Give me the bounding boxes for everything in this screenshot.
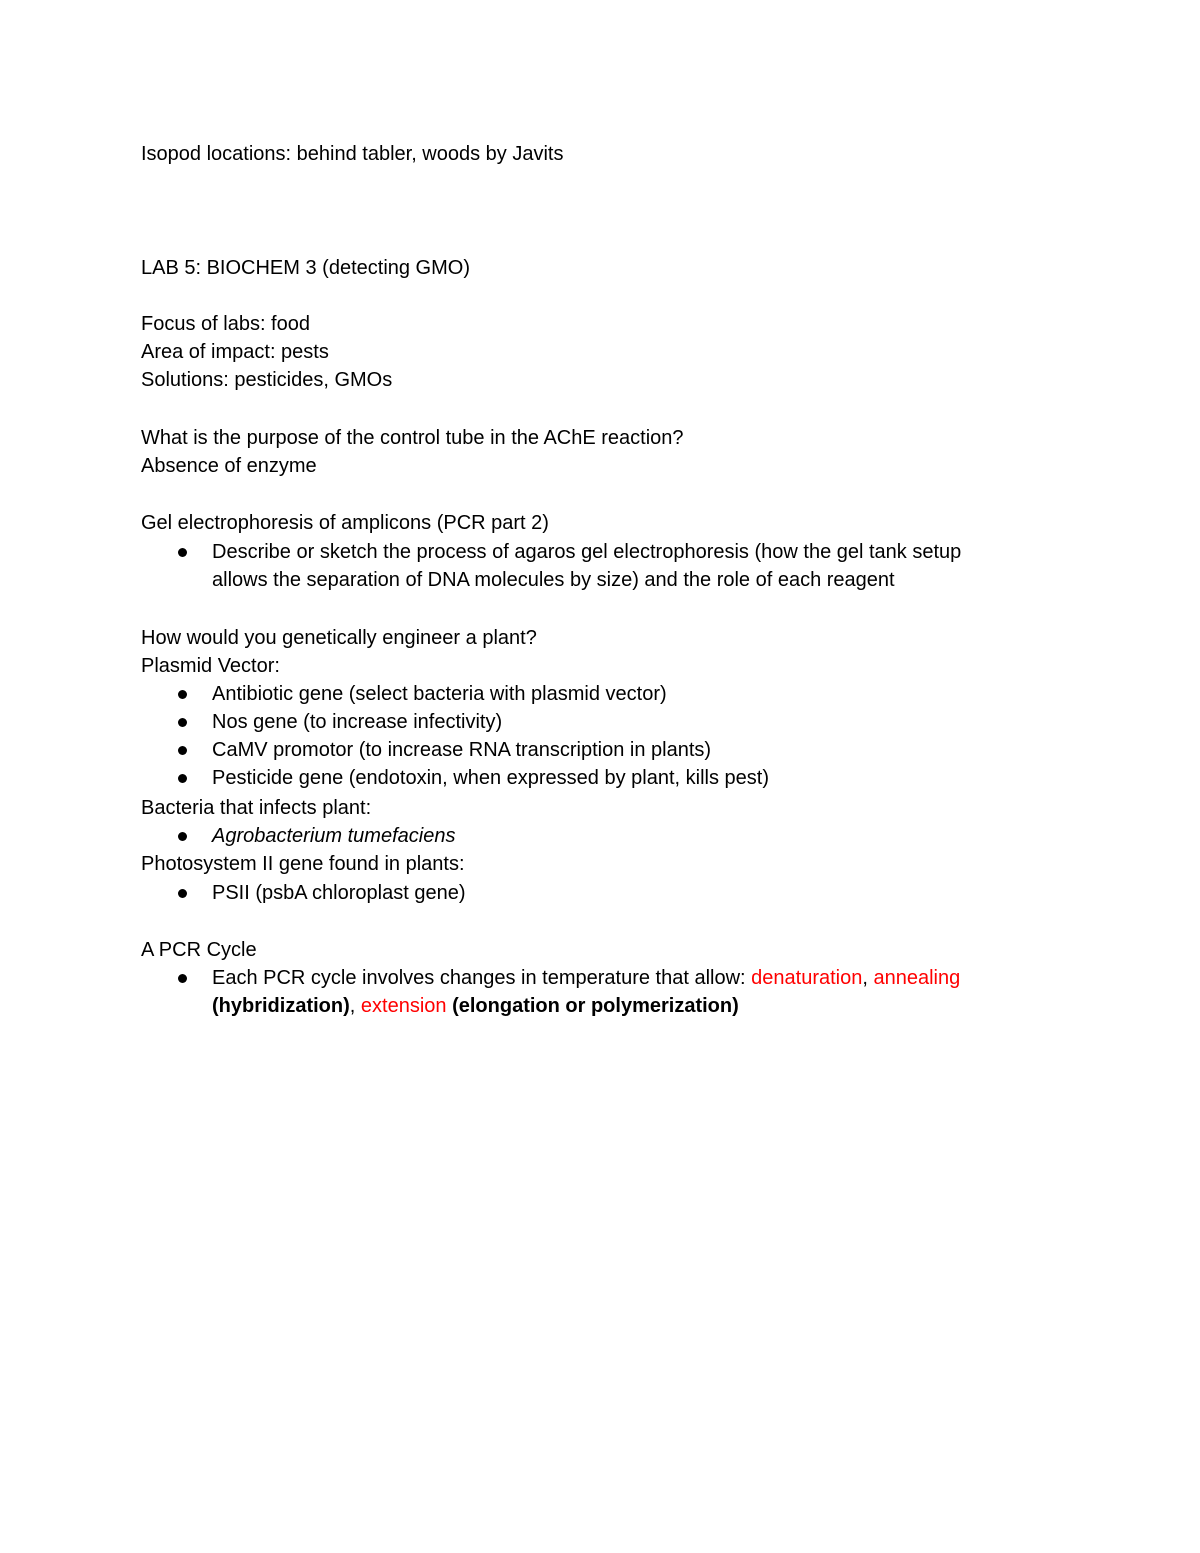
control-tube-answer: Absence of enzyme — [141, 455, 317, 477]
pcr-hybridization: (hybridization) — [212, 995, 350, 1017]
gel-bullet-line-2: allows the separation of DNA molecules by size) and the role of each reagent — [212, 569, 895, 591]
bullet-icon — [178, 746, 187, 755]
bullet-icon — [178, 548, 187, 557]
bullet-icon — [178, 974, 187, 983]
pcr-term-extension: extension — [360, 995, 447, 1017]
lab-title: LAB 5: BIOCHEM 3 (detecting GMO) — [141, 257, 470, 279]
bacteria-item: Agrobacterium tumefaciens — [212, 825, 456, 847]
bacteria-heading: Bacteria that infects plant: — [141, 797, 372, 819]
pcr-bullet-line-1 — [212, 964, 960, 992]
solutions-line: Solutions: pesticides, GMOs — [141, 369, 393, 391]
photosystem-heading: Photosystem II gene found in plants: — [141, 853, 465, 875]
focus-line: Focus of labs: food — [141, 313, 310, 335]
pcr-heading: A PCR Cycle — [141, 939, 257, 961]
engineer-question: How would you genetically engineer a plant? — [141, 627, 537, 649]
pcr-separator: , — [862, 967, 874, 989]
isopod-locations-line: Isopod locations: behind tabler, woods by Javits — [141, 143, 564, 165]
bullet-icon — [178, 832, 187, 841]
bullet-icon — [178, 889, 187, 898]
plasmid-item: Pesticide gene (endotoxin, when expressed by plant, kills pest) — [212, 767, 769, 789]
bullet-icon — [178, 774, 187, 783]
bullet-icon — [178, 718, 187, 727]
area-line: Area of impact: pests — [141, 341, 329, 363]
pcr-bullet-line-2 — [212, 992, 739, 1020]
bullet-icon — [178, 690, 187, 699]
pcr-term-denaturation: denaturation — [751, 967, 863, 989]
control-tube-question: What is the purpose of the control tube in the AChE reaction? — [141, 427, 684, 449]
pcr-separator: , — [349, 995, 361, 1017]
gel-heading: Gel electrophoresis of amplicons (PCR part 2) — [141, 512, 549, 534]
plasmid-item: Nos gene (to increase infectivity) — [212, 711, 503, 733]
gel-bullet-line-1: Describe or sketch the process of agaros gel electrophoresis (how the gel tank setup — [212, 541, 962, 563]
photosystem-item: PSII (psbA chloroplast gene) — [212, 882, 466, 904]
pcr-term-annealing: annealing — [873, 967, 961, 989]
pcr-elongation: (elongation or polymerization) — [452, 995, 739, 1017]
pcr-intro: Each PCR cycle involves changes in temperature that allow: — [212, 967, 752, 989]
plasmid-item: Antibiotic gene (select bacteria with plasmid vector) — [212, 683, 667, 705]
plasmid-item: CaMV promotor (to increase RNA transcription in plants) — [212, 739, 712, 761]
plasmid-heading: Plasmid Vector: — [141, 655, 280, 677]
